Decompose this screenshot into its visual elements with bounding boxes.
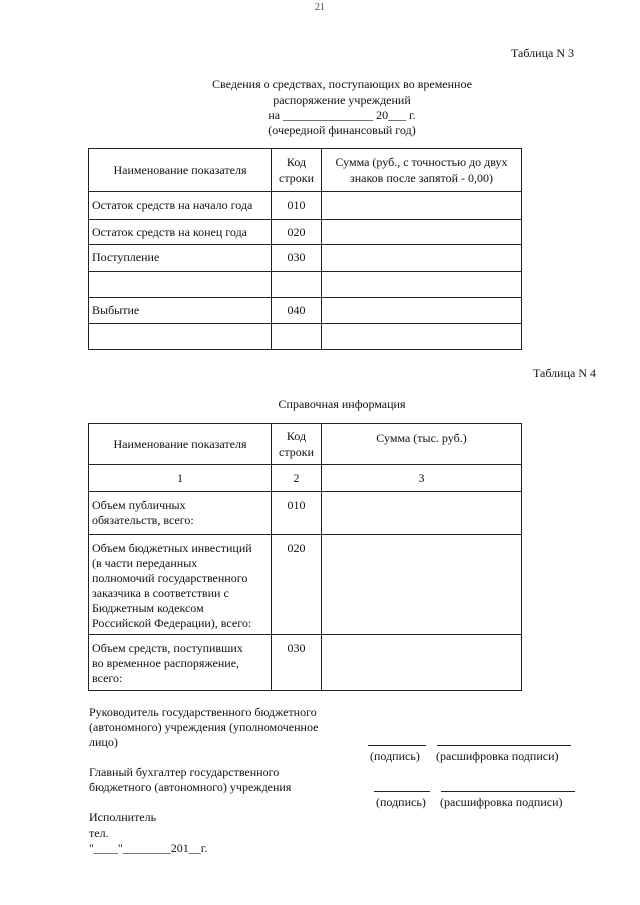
row-code [272, 272, 322, 298]
row-name [89, 324, 272, 350]
row-sum [322, 245, 522, 272]
date-field: "____"________201__г. [89, 841, 208, 855]
table4 [88, 423, 522, 691]
table4-title: Справочная информация [278, 397, 406, 411]
row-sum [322, 492, 522, 535]
table4-colnum-row [89, 465, 522, 492]
table3-header-row [89, 149, 522, 192]
table-row [89, 635, 522, 691]
table-row [89, 492, 522, 535]
col-number: 2 [272, 465, 322, 492]
table-row [89, 192, 522, 220]
table3-title-line-4: (очередной финансовый год) [268, 123, 416, 137]
table3-title-line-3: на _______________ 20___ г. [268, 108, 416, 122]
table3-header-name: Наименование показателя [89, 149, 272, 192]
row-sum [322, 220, 522, 245]
head-signature-caption: (подпись) [370, 749, 420, 763]
table4-header-name: Наименование показателя [89, 424, 272, 465]
row-name: Остаток средств на начало года [89, 192, 272, 220]
table4-header-sum: Сумма (тыс. руб.) [322, 424, 522, 465]
page-number: 21 [315, 2, 325, 13]
table-row [89, 220, 522, 245]
head-decoding-line [437, 745, 571, 746]
row-sum [322, 272, 522, 298]
table4-label: Таблица N 4 [533, 366, 596, 380]
table-row [89, 324, 522, 350]
row-name: Остаток средств на конец года [89, 220, 272, 245]
head-signature-line [368, 745, 426, 746]
row-code [272, 324, 322, 350]
row-sum [322, 535, 522, 635]
accountant-signature-caption: (подпись) [376, 795, 426, 809]
table3-header-code: Код строки [272, 149, 322, 192]
row-name [89, 272, 272, 298]
row-name: Выбытие [89, 298, 272, 324]
row-code: 030 [272, 245, 322, 272]
accountant-decoding-caption: (расшифровка подписи) [440, 795, 563, 809]
table3-label: Таблица N 3 [511, 46, 574, 60]
head-signatory-label: Руководитель государственного бюджетного (автономного) учреждения (уполномоченное лицо) [89, 705, 319, 749]
phone-label: тел. [89, 826, 109, 840]
row-name: Объем средств, поступивших во временное распоряжение, всего: [89, 635, 272, 691]
table4-header-row [89, 424, 522, 465]
table3-header-sum: Сумма (руб., с точностью до двух знаков после запятой - 0,00) [322, 149, 522, 192]
col-number: 3 [322, 465, 522, 492]
row-name: Объем бюджетных инвестиций (в части переданных полномочий государственного заказчика в соответствии с Бюджетным кодексом Российской Федерации), всего: [89, 535, 272, 635]
row-code: 040 [272, 298, 322, 324]
col-number: 1 [89, 465, 272, 492]
row-name: Объем публичных обязательств, всего: [89, 492, 272, 535]
accountant-signature-line [374, 791, 430, 792]
row-name: Поступление [89, 245, 272, 272]
row-code: 010 [272, 492, 322, 535]
row-code: 020 [272, 535, 322, 635]
row-sum [322, 635, 522, 691]
row-sum [322, 298, 522, 324]
accountant-decoding-line [441, 791, 575, 792]
row-code: 030 [272, 635, 322, 691]
row-sum [322, 192, 522, 220]
table-row [89, 535, 522, 635]
table-row [89, 272, 522, 298]
row-sum [322, 324, 522, 350]
table4-header-code: Код строки [272, 424, 322, 465]
table3 [88, 148, 522, 350]
table3-title-line-1: Сведения о средствах, поступающих во временное [212, 77, 472, 91]
table-row [89, 298, 522, 324]
table3-title-line-2: распоряжение учреждений [273, 93, 411, 107]
executor-label: Исполнитель [89, 810, 157, 824]
row-code: 020 [272, 220, 322, 245]
table-row [89, 245, 522, 272]
head-decoding-caption: (расшифровка подписи) [436, 749, 559, 763]
accountant-label: Главный бухгалтер государственного бюджетного (автономного) учреждения [89, 765, 292, 794]
row-code: 010 [272, 192, 322, 220]
